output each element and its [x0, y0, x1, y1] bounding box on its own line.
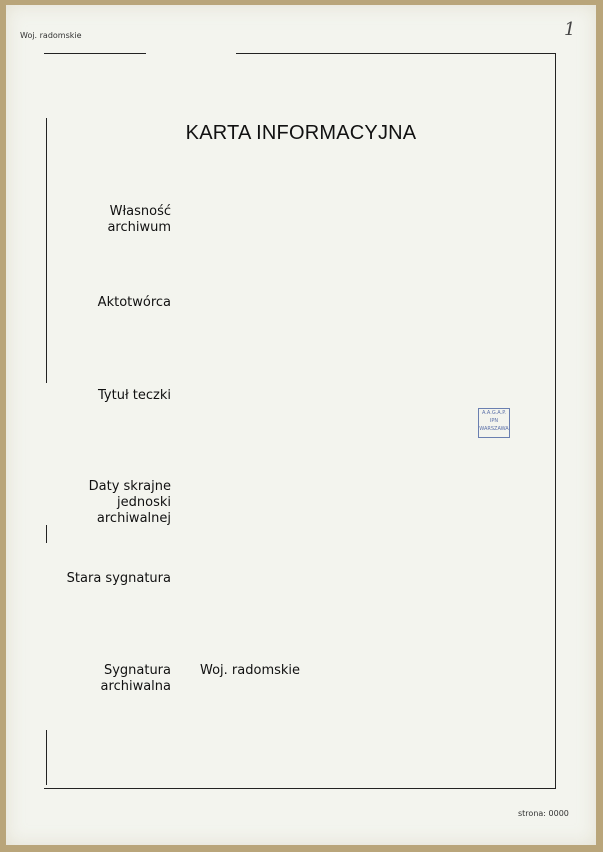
- field-label-creator: [98, 295, 171, 311]
- field-value-archival-signature: Woj. radomskie: [200, 663, 301, 678]
- stamp-line: IPN: [489, 418, 499, 424]
- handwritten-sheet-number: 1: [564, 19, 576, 40]
- label-line: Tytuł teczki: [98, 388, 171, 403]
- label-line: archiwalna: [100, 679, 171, 694]
- field-label-ownership: [107, 204, 171, 236]
- field-label-archival-signature: [101, 663, 171, 695]
- frame-left-line: [46, 730, 47, 785]
- label-line: Sygnatura: [103, 663, 171, 678]
- header-region-label: Woj. radomskie: [20, 31, 82, 40]
- page-title: KARTA INFORMACYJNA: [185, 122, 417, 144]
- stamp-line: A.A.G.A.P.: [481, 410, 507, 416]
- field-label-file-title: [98, 388, 171, 404]
- label-line: archiwum: [107, 220, 171, 235]
- frame-bottom-line: [44, 788, 556, 789]
- frame-left-line: [46, 118, 47, 383]
- frame-right-line: [555, 53, 556, 788]
- label-line: Daty skrajne: [88, 479, 171, 494]
- label-line: Aktotwórca: [97, 295, 171, 310]
- label-line: jednoski: [117, 495, 171, 510]
- document-page: [6, 5, 596, 845]
- footer-page-number: strona: 0000: [518, 809, 569, 818]
- label-line: Własność: [109, 204, 171, 219]
- stamp-line: WARSZAWA: [479, 426, 509, 432]
- frame-left-line: [46, 525, 47, 543]
- label-line: archiwalnej: [96, 511, 171, 526]
- label-line: Stara sygnatura: [66, 571, 171, 586]
- archive-stamp: [478, 408, 510, 438]
- field-label-old-signature: [67, 571, 171, 587]
- field-label-date-range: [89, 479, 171, 527]
- frame-top-line: [44, 53, 556, 54]
- frame-top-gap: [146, 52, 236, 55]
